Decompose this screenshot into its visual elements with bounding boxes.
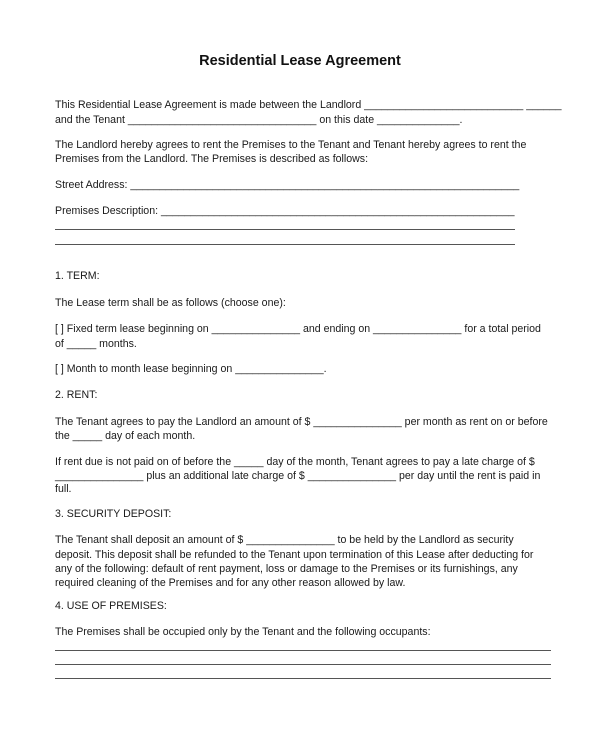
fixed-term-option-cont: of _____ months. bbox=[55, 338, 137, 350]
premises-line-2: Premises from the Landlord. The Premises is described as follows: bbox=[55, 153, 369, 165]
fixed-term-option[interactable]: [ ] Fixed term lease beginning on _______________ and ending on _______________ for a total period bbox=[55, 323, 541, 335]
document-title: Residential Lease Agreement bbox=[199, 53, 401, 69]
intro-line-1: This Residential Lease Agreement is made between the Landlord ___________________________ ______ bbox=[55, 99, 562, 111]
description-blank-line[interactable] bbox=[55, 244, 515, 245]
description-blank-line[interactable] bbox=[55, 229, 515, 230]
occupants-blank-line[interactable] bbox=[55, 650, 551, 651]
deposit-heading: 3. SECURITY DEPOSIT: bbox=[55, 508, 172, 520]
street-address-field[interactable]: Street Address: __________________________________________________________________ bbox=[55, 179, 520, 191]
premises-description-field[interactable]: Premises Description: ____________________________________________________________ bbox=[55, 205, 515, 217]
rent-p2-line-2: _______________ plus an additional late charge of $ _______________ per day until the rent is paid in bbox=[55, 470, 541, 482]
rent-heading: 2. RENT: bbox=[55, 389, 98, 401]
rent-p1-line-2: the _____ day of each month. bbox=[55, 430, 196, 442]
rent-p2-line-3: full. bbox=[55, 483, 72, 495]
month-to-month-option[interactable]: [ ] Month to month lease beginning on _______________. bbox=[55, 363, 327, 375]
occupants-blank-line[interactable] bbox=[55, 664, 551, 665]
deposit-line-2: deposit. This deposit shall be refunded to the Tenant upon termination of this Lease after deducting for bbox=[55, 549, 534, 561]
term-intro: The Lease term shall be as follows (choose one): bbox=[55, 297, 286, 309]
rent-p1-line-1: The Tenant agrees to pay the Landlord an amount of $ _______________ per month as rent on or before bbox=[55, 416, 548, 428]
use-heading: 4. USE OF PREMISES: bbox=[55, 600, 167, 612]
deposit-line-4: required cleaning of the Premises and for any other reason allowed by law. bbox=[55, 577, 406, 589]
occupants-blank-line[interactable] bbox=[55, 678, 551, 679]
deposit-line-1: The Tenant shall deposit an amount of $ _______________ to be held by the Landlord as security bbox=[55, 534, 514, 546]
use-line-1: The Premises shall be occupied only by the Tenant and the following occupants: bbox=[55, 626, 431, 638]
intro-line-2: and the Tenant ________________________________ on this date ______________. bbox=[55, 114, 463, 126]
rent-p2-line-1: If rent due is not paid on of before the _____ day of the month, Tenant agrees to pay a late charge of $ bbox=[55, 456, 535, 468]
deposit-line-3: any of the following: default of rent payment, loss or damage to the Premises or its furnishings, any bbox=[55, 563, 518, 575]
term-heading: 1. TERM: bbox=[55, 270, 100, 282]
premises-line-1: The Landlord hereby agrees to rent the Premises to the Tenant and Tenant hereby agrees to rent the bbox=[55, 139, 527, 151]
